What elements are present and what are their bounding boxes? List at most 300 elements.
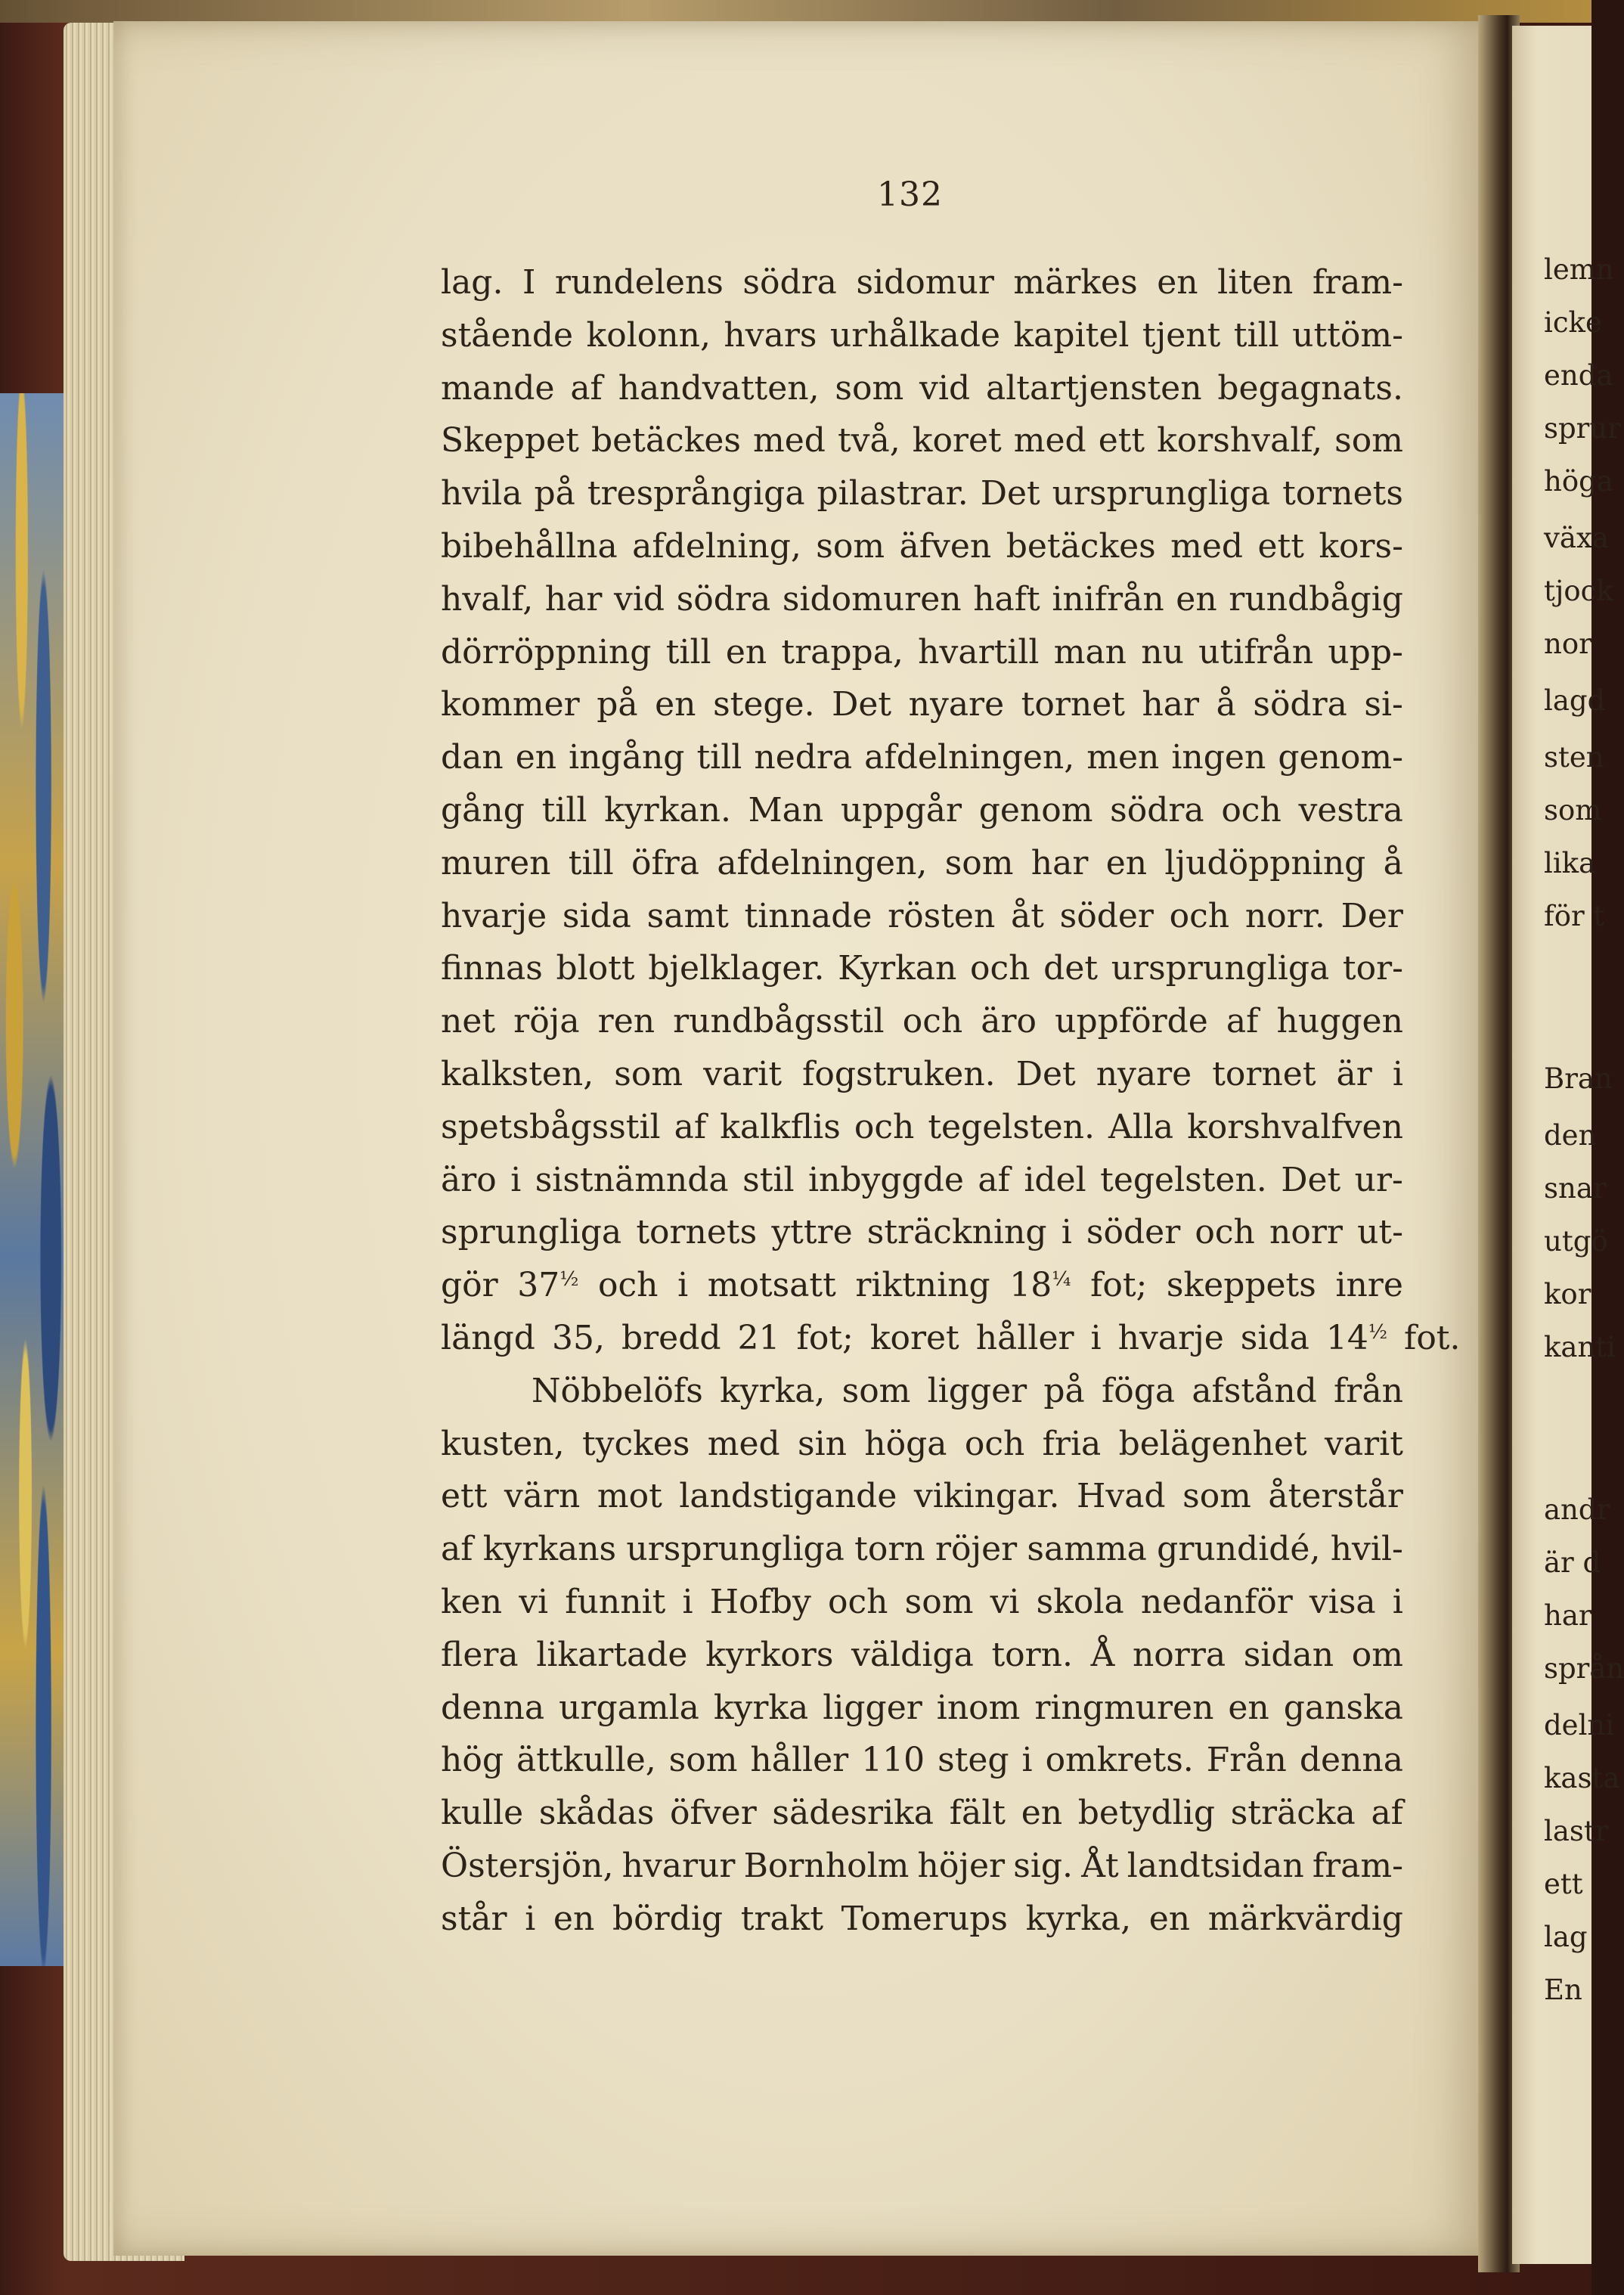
word: koret [869, 1318, 959, 1357]
word: flera [441, 1635, 519, 1674]
word: om [1351, 1635, 1403, 1674]
text-line [441, 1266, 1403, 1319]
text-line [441, 263, 1403, 316]
word: ut- [1357, 1213, 1403, 1252]
text-line [441, 844, 1403, 897]
word: genom- [1278, 738, 1403, 777]
word: tjent [1142, 315, 1221, 355]
word: haft [973, 579, 1040, 619]
word: fram- [1312, 263, 1403, 302]
facing-page-word: nor [1544, 628, 1592, 660]
word: kapitel [1013, 315, 1130, 355]
facing-page-word: ett [1544, 1868, 1583, 1900]
word: i [1392, 1054, 1403, 1093]
word: sträcka [1230, 1794, 1356, 1833]
word: bördig [612, 1899, 724, 1938]
word: fogstruken. [802, 1054, 996, 1093]
word: trakt [740, 1899, 824, 1938]
word: net [441, 1002, 496, 1041]
word: södra [676, 579, 771, 619]
text-line [441, 1530, 1403, 1583]
word: sida [562, 896, 631, 935]
word: kyrka, [1025, 1899, 1132, 1938]
word: fram- [1312, 1846, 1403, 1885]
word: ättkulle, [516, 1741, 656, 1780]
word: visa [1309, 1582, 1376, 1621]
word: motsatt [707, 1266, 836, 1305]
word: i [525, 1899, 536, 1938]
word: rösten [888, 896, 996, 935]
word: vestra [1298, 790, 1403, 830]
word: kors- [1319, 526, 1403, 566]
text-line [441, 316, 1403, 369]
word: vikingar. [913, 1477, 1060, 1516]
word: korshvalfven [1187, 1107, 1403, 1146]
word: landtsidan [1127, 1846, 1304, 1885]
word: Kyrkan [838, 949, 957, 988]
word: lag. [441, 263, 504, 302]
word: med [753, 421, 826, 461]
word: söder [1059, 896, 1154, 935]
word: idel [1024, 1160, 1086, 1199]
word: röja [513, 1002, 580, 1041]
word: och [970, 949, 1030, 988]
word: ursprungliga [626, 1530, 845, 1569]
text-line [441, 791, 1403, 844]
word: som [614, 1054, 683, 1093]
word: sidan [1243, 1635, 1334, 1674]
word: men [1086, 738, 1160, 777]
word: tegelsten. [928, 1107, 1095, 1146]
word: står [441, 1899, 507, 1938]
word: skola [1036, 1582, 1124, 1621]
word: som [816, 526, 885, 566]
word: steg [938, 1741, 1009, 1780]
word: betydlig [1077, 1794, 1215, 1833]
text-line [441, 1425, 1403, 1478]
word: stil [742, 1160, 795, 1199]
word: väldiga [851, 1635, 974, 1674]
word: med [707, 1424, 780, 1463]
word: denna [1299, 1741, 1403, 1780]
word: Man [748, 790, 824, 830]
word: ett [1257, 526, 1304, 566]
word: afdelningen, [717, 843, 928, 882]
word: ligger [823, 1688, 922, 1727]
word: ken [441, 1582, 503, 1621]
word: till [665, 632, 711, 671]
fraction: ¼ [1052, 1268, 1071, 1292]
word: som [1182, 1477, 1251, 1516]
word: kusten, [441, 1424, 565, 1463]
word: betäckes [1006, 526, 1156, 566]
facing-page-word: lastr [1544, 1815, 1609, 1847]
word: afdelningen, [864, 738, 1075, 777]
word: $18^{\frac{1}{4}}$ [1009, 1266, 1071, 1305]
word: märkvärdig [1207, 1899, 1403, 1938]
word: ett [441, 1477, 488, 1516]
word: vi [990, 1582, 1020, 1621]
word: sidomur [856, 263, 994, 302]
word: yttre [771, 1213, 853, 1252]
word: fält [949, 1794, 1006, 1833]
word: Bornholm [743, 1846, 910, 1885]
word: torn [854, 1530, 925, 1569]
word: Östersjön, [441, 1846, 614, 1885]
word: det [1043, 949, 1099, 988]
text-line [441, 633, 1403, 686]
word: uppgår [840, 790, 962, 830]
facing-page-word: icke [1544, 306, 1602, 339]
word: värn [504, 1477, 581, 1516]
word: Hofby [709, 1582, 811, 1621]
word: ingen [1171, 738, 1266, 777]
word: pilastrar. [817, 474, 969, 513]
word: I [522, 263, 536, 302]
word: hvalf, [441, 579, 534, 619]
word: altartjensten [985, 368, 1202, 408]
word: inre [1335, 1266, 1403, 1305]
text-line [441, 1477, 1403, 1530]
word: Alla [1108, 1107, 1174, 1146]
word: två, [837, 421, 900, 461]
word: 21 [737, 1318, 780, 1357]
word: spetsbågsstil [441, 1107, 661, 1146]
word: en [655, 685, 696, 724]
word: man [1053, 632, 1127, 671]
word: på [597, 685, 638, 724]
word: finnas [441, 949, 543, 988]
word: korshvalf, [1157, 421, 1323, 461]
word: liten [1217, 263, 1294, 302]
word: uttöm- [1292, 315, 1403, 355]
word: och [1169, 896, 1230, 935]
word: håller [975, 1318, 1074, 1357]
facing-page-word: utgö [1544, 1225, 1608, 1258]
word: på [534, 474, 575, 513]
facing-page-word: höga [1544, 465, 1613, 498]
word: Der [1340, 896, 1403, 935]
word: skeppets [1166, 1266, 1316, 1305]
word: hvartill [918, 632, 1040, 671]
word: kyrkans [482, 1530, 617, 1569]
word: södra [1253, 685, 1347, 724]
word: till [1233, 315, 1279, 355]
word: höga [864, 1424, 947, 1463]
text-line [441, 1055, 1403, 1108]
word: norr [1269, 1213, 1343, 1252]
text-line [441, 1318, 1461, 1372]
word: i [677, 1266, 689, 1305]
word: hög [441, 1741, 504, 1780]
word: hvarje [441, 896, 547, 935]
word: med [1170, 526, 1244, 566]
word: handvatten, [618, 368, 820, 408]
word: är [1336, 1054, 1372, 1093]
word: vid [919, 368, 971, 408]
word: tresprångiga [587, 474, 805, 513]
word: dan [441, 738, 504, 777]
text-line [441, 474, 1403, 527]
word: mot [597, 1477, 662, 1516]
word: Det [832, 685, 892, 724]
word: bjelklager. [648, 949, 825, 988]
word: ingång [569, 738, 685, 777]
word: nyare [908, 685, 1005, 724]
page-number: 132 [877, 175, 943, 214]
word: ligger [927, 1371, 1027, 1410]
word: söder [1086, 1213, 1181, 1252]
word: likartade [536, 1635, 688, 1674]
word: norra [1132, 1635, 1226, 1674]
word: landstigande [679, 1477, 897, 1516]
facing-page-word: sprur [1544, 412, 1621, 445]
word: rundelens [554, 263, 724, 302]
word: inbyggde [807, 1160, 964, 1199]
word: mande [441, 368, 555, 408]
word: hvars [724, 315, 817, 355]
word: tegelsten. [1100, 1160, 1267, 1199]
word: grundidé, [1157, 1530, 1321, 1569]
word: har [544, 579, 603, 619]
word: en [1148, 1899, 1191, 1938]
facing-page-word: Bran [1544, 1062, 1613, 1095]
facing-page-word: har [1544, 1599, 1592, 1632]
word: som [835, 368, 904, 408]
word: genom [978, 790, 1093, 830]
word: å [1383, 843, 1403, 882]
word: tornet [1021, 685, 1125, 724]
word: $37^{\frac{1}{2}}$ [517, 1266, 579, 1305]
word: i [682, 1582, 693, 1621]
word: äfven [899, 526, 992, 566]
facing-page-word: delni [1544, 1709, 1615, 1741]
word: Skeppet [441, 421, 579, 461]
word: bibehållna [441, 526, 618, 566]
word: varit [1325, 1424, 1403, 1463]
word: Nöbbelöfs [532, 1371, 703, 1410]
word: muren [441, 843, 551, 882]
word: höjer [917, 1846, 1006, 1885]
word: en [1021, 1794, 1063, 1833]
word: Hvad [1076, 1477, 1166, 1516]
word: håller [750, 1741, 849, 1780]
facing-page-word: språn [1544, 1652, 1624, 1685]
word: från [1334, 1371, 1403, 1410]
word: gör [441, 1266, 498, 1305]
word: riktning [855, 1266, 990, 1305]
word: vi [519, 1582, 549, 1621]
word: röjer [934, 1530, 1018, 1569]
word: norr. [1244, 896, 1325, 935]
word: trappa, [781, 632, 903, 671]
word: funnit [565, 1582, 666, 1621]
word: kyrka, [719, 1371, 826, 1410]
word: har [1142, 685, 1200, 724]
word: urgamla [559, 1688, 699, 1727]
word: äro [441, 1160, 497, 1199]
facing-page-word: andr [1544, 1493, 1610, 1526]
word: gång [441, 790, 525, 830]
word: Åt [1081, 1846, 1119, 1885]
word: upp- [1328, 632, 1403, 671]
word: sin [797, 1424, 847, 1463]
word: stående [441, 315, 574, 355]
word: Det [1281, 1160, 1341, 1199]
text-line [441, 738, 1403, 791]
word: till [696, 738, 742, 777]
facing-page-word: lag [1544, 1921, 1588, 1953]
word: sädesrika [772, 1794, 934, 1833]
word: af [978, 1160, 1010, 1199]
word: åt [1011, 896, 1044, 935]
word: af [1371, 1794, 1403, 1833]
text-line [441, 1372, 1403, 1425]
facing-page-word: kanti [1544, 1331, 1616, 1363]
word: ursprungliga [1052, 474, 1271, 513]
facing-page-word: kasta [1544, 1762, 1620, 1794]
word: rundbågsstil [673, 1002, 885, 1041]
word: en [725, 632, 767, 671]
word: fot. [1404, 1318, 1461, 1357]
word: märkes [1013, 263, 1138, 302]
word: öfra [631, 843, 700, 882]
word: hvila [441, 474, 522, 513]
word: en [1228, 1688, 1269, 1727]
word: $14^{\frac{1}{2}}$ [1325, 1318, 1388, 1357]
word: å [1216, 685, 1236, 724]
word: af [570, 368, 603, 408]
word: af [1226, 1002, 1259, 1041]
word: afdelning, [632, 526, 801, 566]
word: sida [1240, 1318, 1309, 1357]
word: på [1043, 1371, 1085, 1410]
word: Det [1015, 1054, 1076, 1093]
word: varit [703, 1054, 783, 1093]
word: skådas [538, 1794, 655, 1833]
facing-page-word: som [1544, 794, 1602, 827]
word: ringmuren [1034, 1688, 1214, 1727]
word: i [1392, 1582, 1403, 1621]
facing-page-word: tjock [1544, 575, 1613, 607]
text-line [441, 1689, 1403, 1741]
facing-page-word: sten [1544, 741, 1604, 774]
word: kolonn, [586, 315, 711, 355]
word: vid [614, 579, 665, 619]
facing-page-word: enda [1544, 359, 1613, 392]
word: utifrån [1198, 632, 1314, 671]
word: till [541, 790, 587, 830]
text-line [441, 580, 1403, 633]
word: betäckes [590, 421, 741, 461]
word: kommer [441, 685, 580, 724]
word: i [510, 1160, 522, 1199]
word: som [904, 1582, 974, 1621]
facing-page-word: är d [1544, 1546, 1601, 1579]
text-line [441, 1794, 1403, 1847]
word: tornets [1282, 474, 1403, 513]
text-line [441, 1583, 1403, 1636]
facing-page-word: för t [1544, 900, 1605, 932]
facing-page-word: lagd [1544, 684, 1606, 717]
facing-page-word: snar [1544, 1172, 1607, 1205]
text-line [441, 1741, 1403, 1794]
word: med [1013, 421, 1086, 461]
word: kyrkors [705, 1635, 834, 1674]
word: kyrkan. [604, 790, 731, 830]
word: ursprungliga [1111, 949, 1330, 988]
facing-page-word: den [1544, 1119, 1597, 1152]
word: afstånd [1192, 1371, 1317, 1410]
text-line [441, 685, 1403, 738]
word: och [1195, 1213, 1255, 1252]
word: och [598, 1266, 659, 1305]
facing-page-word: kor [1544, 1278, 1591, 1310]
word: sidomuren [782, 579, 962, 619]
word: koret [912, 421, 1002, 461]
word: och [902, 1002, 963, 1041]
word: tor- [1342, 949, 1403, 988]
word: har [1030, 843, 1089, 882]
word: belägenhet [1118, 1424, 1307, 1463]
text-line [441, 1900, 1403, 1952]
word: hvarur [621, 1846, 736, 1885]
word: återstår [1268, 1477, 1403, 1516]
text-line [441, 527, 1403, 580]
word: ljudöppning [1164, 843, 1366, 882]
word: öfver [670, 1794, 757, 1833]
word: si- [1364, 685, 1403, 724]
word: Från [1206, 1741, 1287, 1780]
word: nedanför [1140, 1582, 1293, 1621]
word: hvil- [1330, 1530, 1403, 1569]
word: som [1334, 421, 1403, 461]
word: nyare [1096, 1054, 1192, 1093]
word: dörröppning [441, 632, 652, 671]
word: tornets [636, 1213, 758, 1252]
word: nu [1141, 632, 1184, 671]
text-line [441, 369, 1403, 422]
word: en [1105, 843, 1148, 882]
word: uppförde [1055, 1002, 1208, 1041]
word: af [441, 1530, 473, 1569]
word: till [568, 843, 614, 882]
text-line [441, 1847, 1403, 1900]
text-line [441, 1002, 1403, 1055]
word: inom [936, 1688, 1021, 1727]
binding-top-strip [0, 0, 1591, 23]
word: Tomerups [841, 1899, 1008, 1938]
word: af [674, 1107, 707, 1146]
word: och [854, 1107, 915, 1146]
word: hvarje [1117, 1318, 1224, 1357]
word: i [1021, 1741, 1033, 1780]
word: som [668, 1741, 738, 1780]
word: torn. [991, 1635, 1073, 1674]
word: som [944, 843, 1014, 882]
word: fot; [1090, 1266, 1148, 1305]
word: 35, [551, 1318, 605, 1357]
word: södra [742, 263, 837, 302]
facing-page-word: växa [1544, 522, 1609, 554]
word: stege. [713, 685, 815, 724]
word: sistnämnda [535, 1160, 729, 1199]
word: tinnade [744, 896, 872, 935]
text-line [441, 897, 1403, 950]
word: inifrån [1052, 579, 1164, 619]
page-body-text [441, 263, 1461, 1952]
word: omkrets. [1045, 1741, 1194, 1780]
